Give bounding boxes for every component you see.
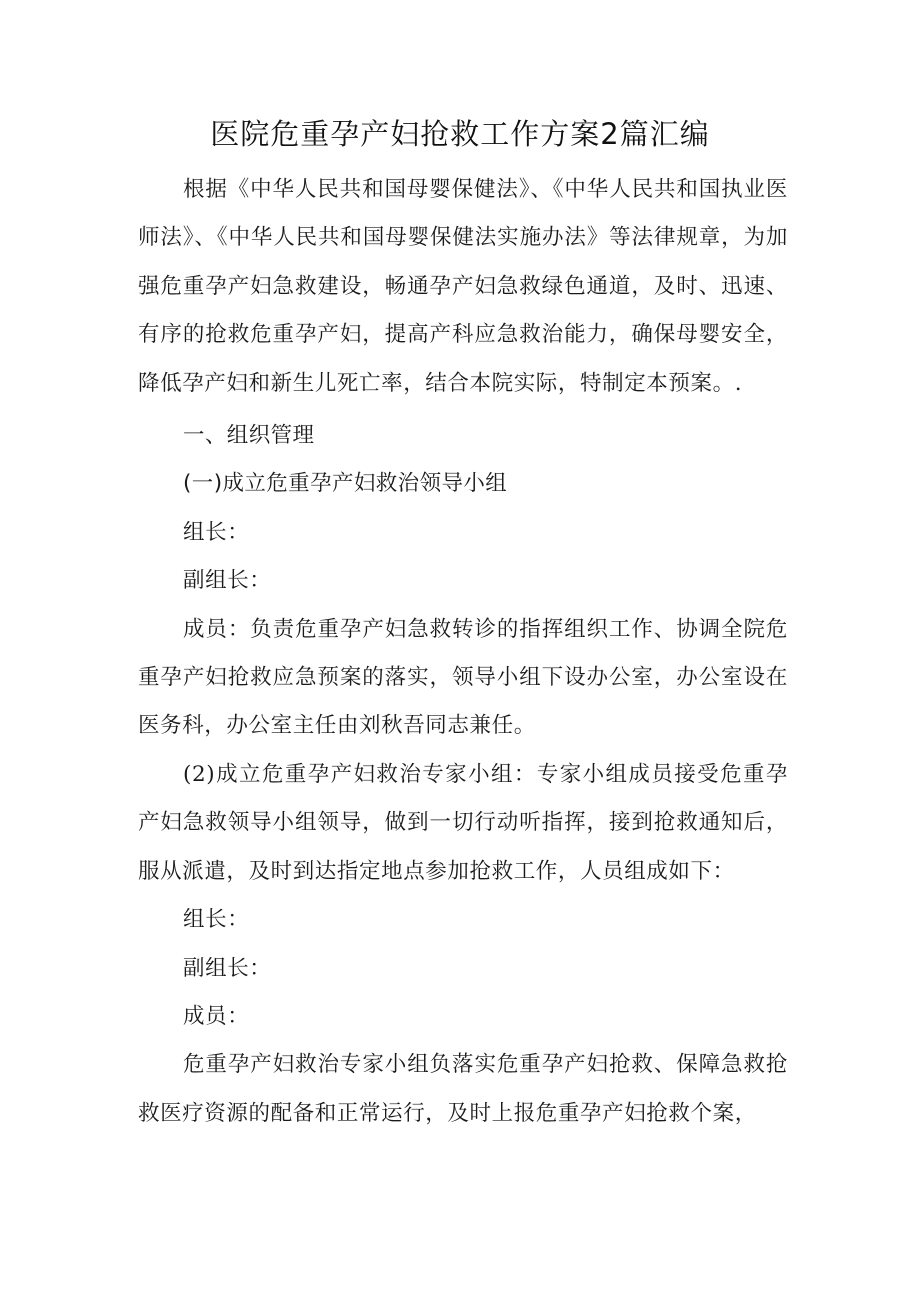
expert-members-line: 成员： [183, 1003, 250, 1029]
expert-group-paragraph: (2)成立危重孕产妇救治专家小组：专家小组成员接受危重孕产妇急救领导小组领导，做到一切行动听指挥，接到抢救通知后，服从派遣，及时到达指定地点参加抢救工作，人员组成如下： [138, 761, 788, 884]
document-body [138, 166, 788, 1138]
document-title: 医院危重孕产妇抢救工作方案2篇汇编 [210, 117, 710, 151]
expert-leader-line: 组长： [183, 907, 250, 933]
expert-deputy-line: 副组长： [183, 955, 272, 981]
deputy-leader-line: 副组长： [183, 568, 272, 594]
members-paragraph: 成员：负责危重孕产妇急救转诊的指挥组织工作、协调全院危重孕产妇抢救应急预案的落实，领导小组下设办公室，办公室设在医务科，办公室主任由刘秋吾同志兼任。 [138, 616, 788, 739]
leader-line: 组长： [183, 519, 250, 545]
subsection-heading-leadership-group: (一)成立危重孕产妇救治领导小组 [183, 471, 508, 497]
section-heading-organization: 一、组织管理 [183, 423, 315, 449]
expert-duty-paragraph: 危重孕产妇救治专家小组负落实危重孕产妇抢救、保障急救抢救医疗资源的配备和正常运行，及时上报危重孕产妇抢救个案， [138, 1052, 788, 1126]
intro-paragraph: 根据《中华人民共和国母婴保健法》、《中华人民共和国执业医师法》、《中华人民共和国母婴保健法实施办法》等法律规章，为加强危重孕产妇急救建设，畅通孕产妇急救绿色通道，及时、迅速、有序的抢救危重孕产妇，提高产科应急救治能力，确保母婴安全，降低孕产妇和新生儿死亡率，结合本院实际，特制定本预案。. [138, 177, 788, 396]
